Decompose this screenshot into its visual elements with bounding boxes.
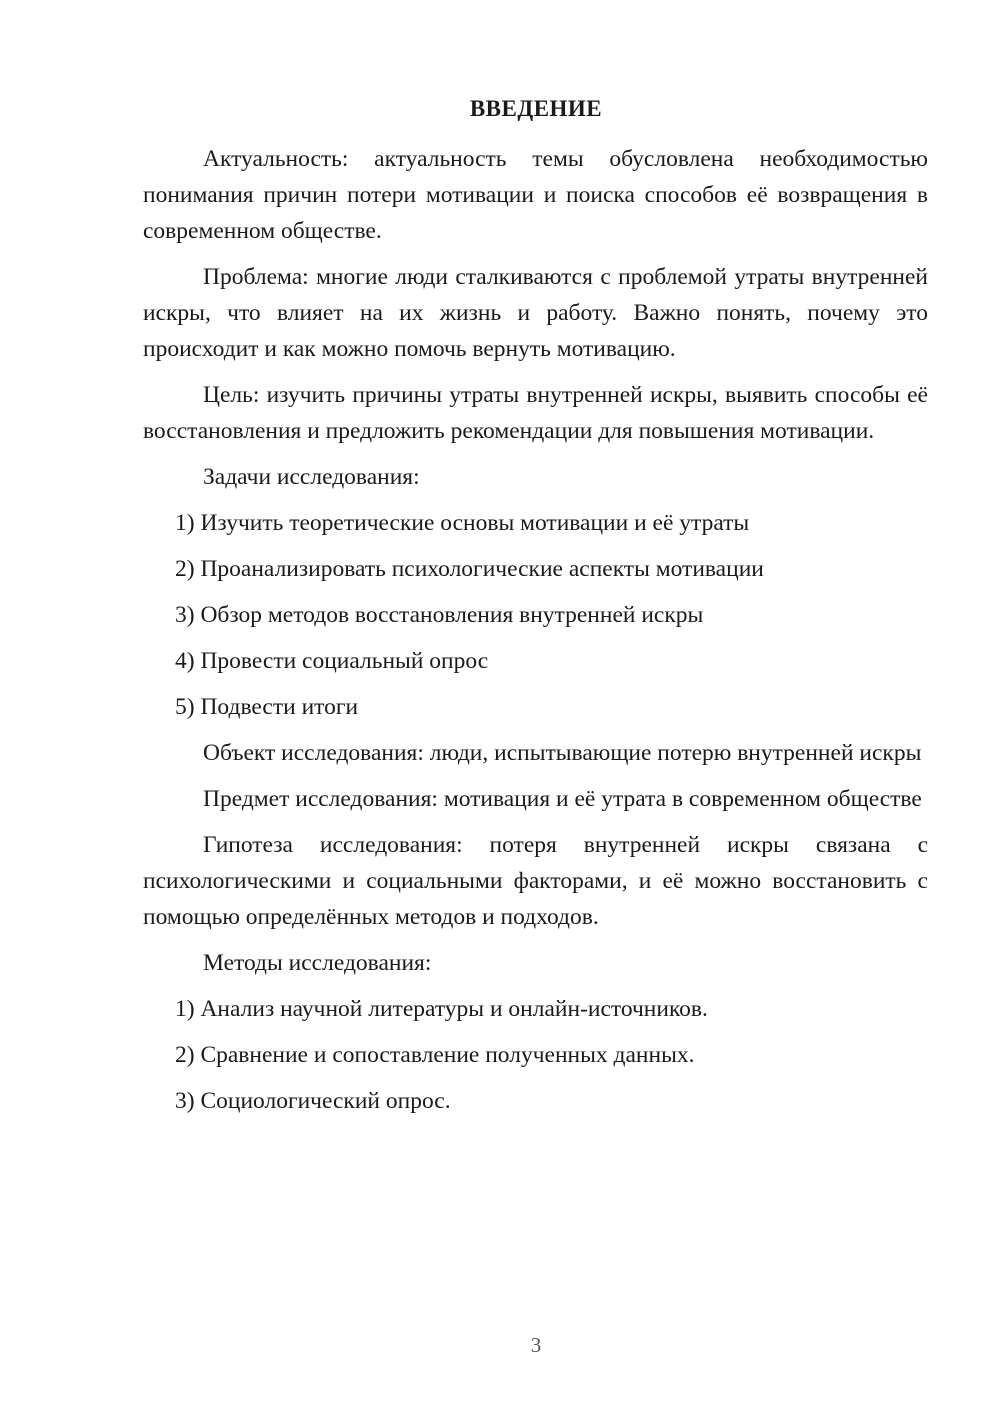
problem-paragraph: Проблема: многие люди сталкиваются с проблемой утраты внутренней искры, что влияет на их жизнь и работу. Важно понять, почему это происходит и как можно помочь вернуть мотивацию. — [143, 264, 928, 362]
tasks-heading: Задачи исследования: — [203, 464, 420, 490]
methods-heading: Методы исследования: — [203, 950, 432, 976]
hypothesis-paragraph: Гипотеза исследования: потеря внутренней искры связана с психологическими и социальными факторами, и её можно восстановить с помощью определённых методов и подходов. — [143, 832, 928, 930]
task-item: 1) Изучить теоретические основы мотивации и её утраты — [175, 510, 750, 536]
task-item: 5) Подвести итоги — [175, 694, 359, 720]
relevance-paragraph: Актуальность: актуальность темы обусловлена необходимостью понимания причин потери мотивации и поиска способов её возвращения в современном обществе. — [143, 146, 928, 244]
object-paragraph: Объект исследования: люди, испытывающие потерю внутренней искры — [203, 740, 922, 766]
subject-paragraph: Предмет исследования: мотивация и её утрата в современном обществе — [203, 786, 922, 812]
method-item: 3) Социологический опрос. — [175, 1088, 451, 1114]
page-number: 3 — [530, 1333, 542, 1357]
task-item: 4) Провести социальный опрос — [175, 648, 489, 674]
document-body — [143, 141, 928, 1129]
task-item: 2) Проанализировать психологические аспекты мотивации — [175, 556, 764, 582]
method-item: 2) Сравнение и сопоставление полученных данных. — [175, 1042, 695, 1068]
goal-paragraph: Цель: изучить причины утраты внутренней искры, выявить способы её восстановления и предложить рекомендации для повышения мотивации. — [143, 382, 928, 444]
method-item: 1) Анализ научной литературы и онлайн-источников. — [175, 996, 708, 1022]
task-item: 3) Обзор методов восстановления внутренней искры — [175, 602, 704, 628]
page-title: ВВЕДЕНИЕ — [469, 96, 603, 121]
